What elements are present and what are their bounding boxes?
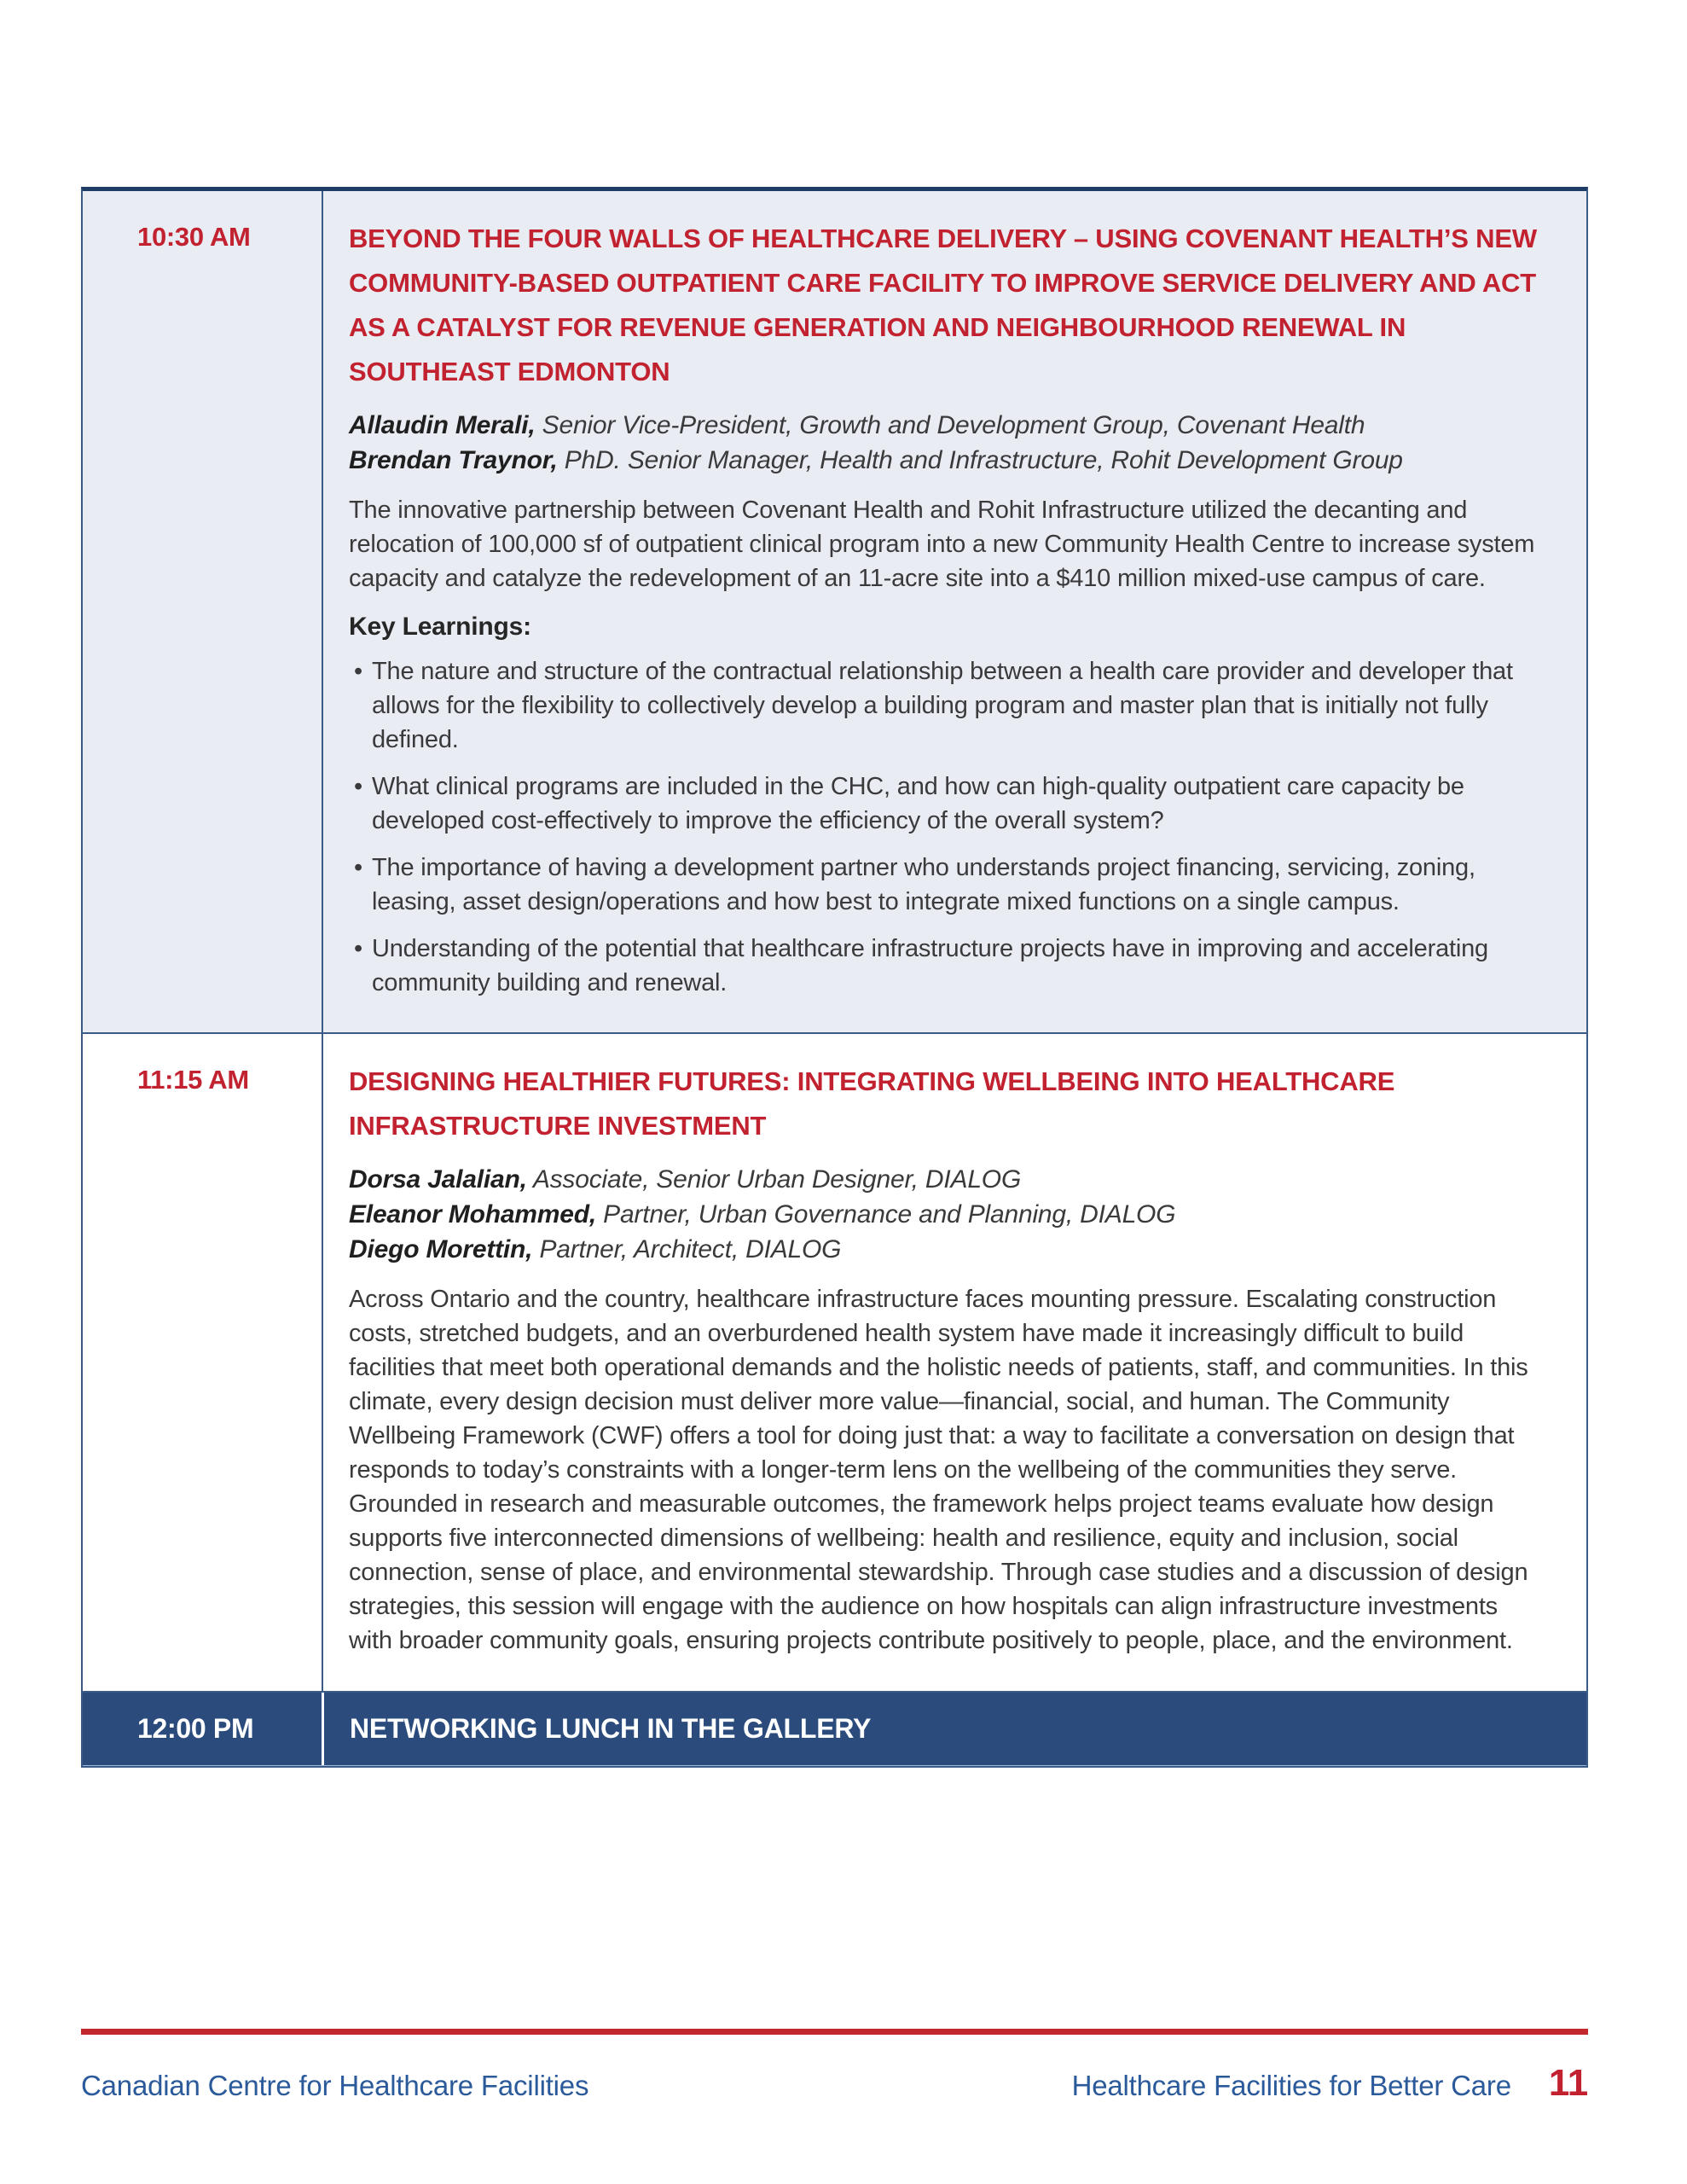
key-learning-item: • The nature and structure of the contractual relationship between a health care provider and developer that allows for the flexibility to collectively develop a building program and master plan that is initially not fully defined. bbox=[349, 654, 1545, 757]
footer-org-name: Canadian Centre for Healthcare Facilities bbox=[81, 2070, 589, 2101]
page-number: 11 bbox=[1548, 2062, 1588, 2104]
key-learnings-heading: Key Learnings: bbox=[349, 613, 531, 641]
speaker-line bbox=[349, 408, 1545, 443]
session-abstract: The innovative partnership between Covenant Health and Rohit Infrastructure utilized the decanting and relocation of 100,000 sf of outpatient clinical program into a new Community Health Centre to increase system capacity and catalyze the redevelopment of an 11-acre site into a $410 million mixed-use campus of care. bbox=[349, 497, 1535, 592]
session-content bbox=[322, 1693, 1586, 1765]
session-time: 10:30 AM bbox=[137, 222, 251, 252]
footer-right-group bbox=[1072, 2062, 1588, 2105]
session-title: BEYOND THE FOUR WALLS OF HEALTHCARE DELIVERY – USING COVENANT HEALTH’S NEW COMMUNITY-BASED OUTPATIENT CARE FACILITY TO IMPROVE SERVICE DELIVERY AND ACT AS A CATALYST FOR REVENUE GENERATION AND NEIGHBOURHOOD RENEWAL IN SOUTHEAST EDMONTON bbox=[349, 224, 1537, 386]
footer-row bbox=[81, 2062, 1588, 2105]
agenda-table bbox=[81, 187, 1588, 1768]
key-learning-item: • Understanding of the potential that healthcare infrastructure projects have in improving and accelerating community building and renewal. bbox=[349, 932, 1545, 1000]
speaker-name: Eleanor Mohammed, bbox=[349, 1200, 596, 1228]
speaker-role: Associate, Senior Urban Designer, DIALOG bbox=[532, 1165, 1022, 1194]
speaker-role: Partner, Urban Governance and Planning, DIALOG bbox=[603, 1200, 1176, 1228]
lunch-title: NETWORKING LUNCH IN THE GALLERY bbox=[350, 1713, 872, 1744]
session-time-cell bbox=[83, 1034, 322, 1691]
speaker-role: Senior Vice-President, Growth and Development Group, Covenant Health bbox=[542, 411, 1365, 439]
speaker-role: PhD. Senior Manager, Health and Infrastructure, Rohit Development Group bbox=[564, 446, 1403, 474]
session-time: 11:15 AM bbox=[137, 1065, 249, 1095]
session-title: DESIGNING HEALTHIER FUTURES: INTEGRATING WELLBEING INTO HEALTHCARE INFRASTRUCTURE INVESTMENT bbox=[349, 1066, 1395, 1141]
speaker-line bbox=[349, 1232, 1545, 1267]
speaker-name: Brendan Traynor, bbox=[349, 446, 558, 474]
session-time-cell bbox=[83, 1693, 322, 1765]
speaker-line bbox=[349, 1162, 1545, 1197]
footer-rule bbox=[81, 2029, 1588, 2035]
session-content bbox=[322, 1034, 1586, 1691]
session-row-1030 bbox=[83, 191, 1586, 1034]
key-learning-item: • What clinical programs are included in the CHC, and how can high-quality outpatient care capacity be developed cost-effectively to improve the efficiency of the overall system? bbox=[349, 770, 1545, 838]
session-time-cell bbox=[83, 191, 322, 1032]
speaker-name: Dorsa Jalalian, bbox=[349, 1165, 527, 1194]
session-abstract: Across Ontario and the country, healthcare infrastructure faces mounting pressure. Escalating construction costs, stretched budgets, and an overburdened health system have made it increasingly difficult to build facilities that meet both operational demands and the holistic needs of patients, staff, and communities. In this climate, every design decision must deliver more value—financial, social, and human. The Community Wellbeing Framework (CWF) offers a tool for doing just that: a way to facilitate a conversation on design that responds to today’s constraints with a longer-term lens on the wellbeing of the communities they serve. Grounded in research and measurable outcomes, the framework helps project teams evaluate how design supports five interconnected dimensions of wellbeing: health and resilience, equity and inclusion, social connection, sense of place, and environmental stewardship. Through case studies and a discussion of design strategies, this session will engage with the audience on how hospitals can align infrastructure investments with broader community goals, ensuring projects contribute positively to people, place, and the environment. bbox=[349, 1286, 1528, 1654]
key-learning-item: • The importance of having a development partner who understands project financing, servicing, zoning, leasing, asset design/operations and how best to integrate mixed functions on a single campus. bbox=[349, 851, 1545, 919]
speaker-name: Diego Morettin, bbox=[349, 1235, 533, 1263]
speaker-role: Partner, Architect, DIALOG bbox=[539, 1235, 842, 1263]
speaker-line bbox=[349, 443, 1545, 478]
speaker-line bbox=[349, 1197, 1545, 1232]
session-row-1200-lunch bbox=[83, 1693, 1586, 1766]
page-footer bbox=[81, 2029, 1588, 2105]
session-time: 12:00 PM bbox=[137, 1713, 254, 1744]
speaker-name: Allaudin Merali, bbox=[349, 411, 536, 439]
session-content bbox=[322, 191, 1586, 1032]
session-row-1115 bbox=[83, 1034, 1586, 1693]
footer-tagline: Healthcare Facilities for Better Care bbox=[1071, 2070, 1511, 2101]
